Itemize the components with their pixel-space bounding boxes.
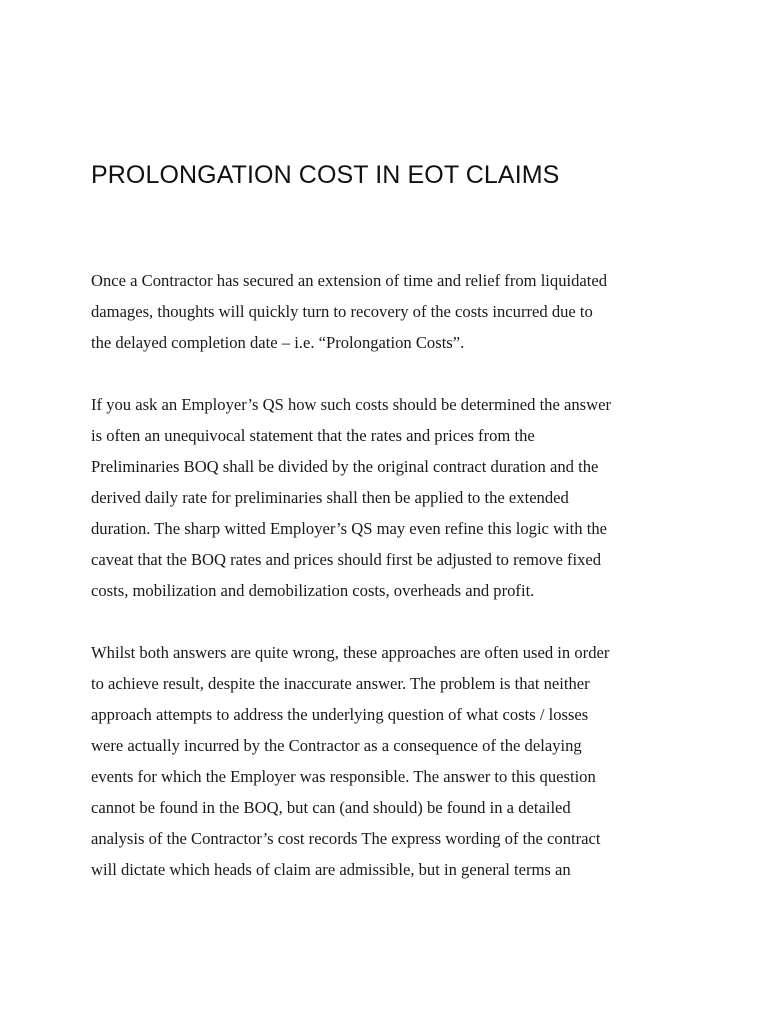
paragraph-line: Whilst both answers are quite wrong, these approaches are often used in order (91, 643, 610, 662)
paragraph-3 (91, 637, 691, 885)
paragraph-line: Preliminaries BOQ shall be divided by the original contract duration and the (91, 457, 599, 476)
paragraph-line: analysis of the Contractor’s cost records The express wording of the contract (91, 829, 601, 848)
paragraph-line: will dictate which heads of claim are admissible, but in general terms an (91, 860, 571, 879)
paragraph-line: cannot be found in the BOQ, but can (and should) be found in a detailed (91, 798, 571, 817)
paragraph-2 (91, 389, 691, 606)
document-title: PROLONGATION COST IN EOT CLAIMS (91, 161, 560, 189)
paragraph-1 (91, 265, 691, 358)
paragraph-line: caveat that the BOQ rates and prices should first be adjusted to remove fixed (91, 550, 602, 569)
paragraph-line: were actually incurred by the Contractor as a consequence of the delaying (91, 736, 582, 755)
paragraph-line: damages, thoughts will quickly turn to recovery of the costs incurred due to (91, 302, 593, 321)
paragraph-line: duration. The sharp witted Employer’s QS may even refine this logic with the (91, 519, 607, 538)
paragraph-line: the delayed completion date – i.e. “Prolongation Costs”. (91, 333, 465, 352)
paragraph-line: costs, mobilization and demobilization costs, overheads and profit. (91, 581, 535, 600)
paragraph-line: If you ask an Employer’s QS how such costs should be determined the answer (91, 395, 611, 414)
paragraph-line: approach attempts to address the underlying question of what costs / losses (91, 705, 589, 724)
paragraph-line: is often an unequivocal statement that the rates and prices from the (91, 426, 535, 445)
paragraph-line: to achieve result, despite the inaccurate answer. The problem is that neither (91, 674, 590, 693)
paragraph-line: Once a Contractor has secured an extension of time and relief from liquidated (91, 271, 608, 290)
paragraph-line: events for which the Employer was responsible. The answer to this question (91, 767, 596, 786)
paragraph-line: derived daily rate for preliminaries shall then be applied to the extended (91, 488, 569, 507)
